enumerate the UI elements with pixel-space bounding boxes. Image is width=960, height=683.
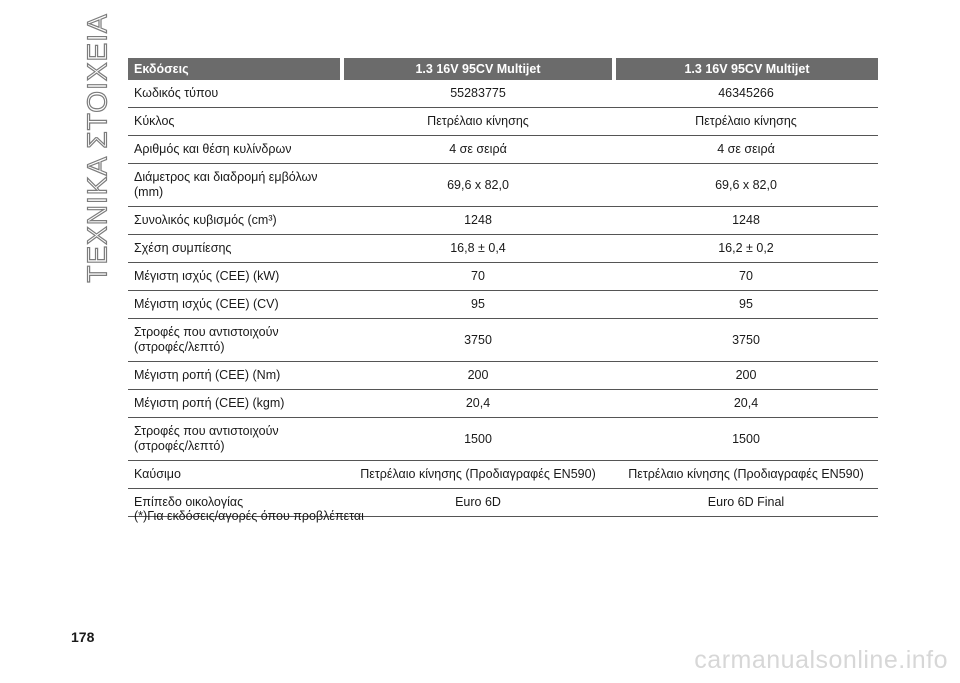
row-label: Στροφές που αντιστοιχούν (στροφές/λεπτό) — [128, 418, 342, 461]
footnote: (*)Για εκδόσεις/αγορές όπου προβλέπεται — [134, 509, 364, 523]
table-row — [128, 362, 878, 390]
row-value-2: 69,6 x 82,0 — [614, 164, 878, 207]
engine-specs-table — [128, 58, 878, 517]
table-row — [128, 418, 878, 461]
section-title-text: ΤΕΧΝΙΚΑ ΣΤΟΙΧΕΙΑ — [82, 12, 113, 283]
row-label: Καύσιμο — [128, 461, 342, 489]
row-label: Κύκλος — [128, 108, 342, 136]
table-row — [128, 108, 878, 136]
row-label: Αριθμός και θέση κυλίνδρων — [128, 136, 342, 164]
table-row — [128, 164, 878, 207]
table-header-row — [128, 58, 878, 80]
table-row — [128, 263, 878, 291]
row-label: Μέγιστη ροπή (CEE) (kgm) — [128, 390, 342, 418]
row-value-1: Πετρέλαιο κίνησης (Προδιαγραφές EN590) — [342, 461, 614, 489]
row-value-1: 95 — [342, 291, 614, 319]
row-label: Διάμετρος και διαδρομή εμβόλων (mm) — [128, 164, 342, 207]
table-row — [128, 319, 878, 362]
row-value-2: 95 — [614, 291, 878, 319]
row-value-2: 3750 — [614, 319, 878, 362]
header-version-2: 1.3 16V 95CV Multijet — [614, 58, 878, 80]
header-version-1: 1.3 16V 95CV Multijet — [342, 58, 614, 80]
row-value-1: 16,8 ± 0,4 — [342, 235, 614, 263]
row-value-2: 4 σε σειρά — [614, 136, 878, 164]
row-label: Σχέση συμπίεσης — [128, 235, 342, 263]
row-value-2: 1248 — [614, 207, 878, 235]
row-value-1: 20,4 — [342, 390, 614, 418]
row-value-1: Euro 6D — [342, 489, 614, 517]
table-row — [128, 80, 878, 108]
row-value-2: 1500 — [614, 418, 878, 461]
row-value-1: 55283775 — [342, 80, 614, 108]
row-value-2: 20,4 — [614, 390, 878, 418]
row-value-1: 70 — [342, 263, 614, 291]
table-row — [128, 235, 878, 263]
row-value-2: 46345266 — [614, 80, 878, 108]
table-row — [128, 461, 878, 489]
row-value-2: Πετρέλαιο κίνησης (Προδιαγραφές EN590) — [614, 461, 878, 489]
watermark-text: carmanualsonline.info — [694, 646, 948, 674]
row-label: Μέγιστη ροπή (CEE) (Nm) — [128, 362, 342, 390]
row-label: Συνολικός κυβισμός (cm³) — [128, 207, 342, 235]
row-value-2: Euro 6D Final — [614, 489, 878, 517]
table-row — [128, 291, 878, 319]
row-value-1: 69,6 x 82,0 — [342, 164, 614, 207]
row-value-2: 200 — [614, 362, 878, 390]
table-row — [128, 390, 878, 418]
row-label: Στροφές που αντιστοιχούν (στροφές/λεπτό) — [128, 319, 342, 362]
table-row — [128, 207, 878, 235]
row-value-1: 4 σε σειρά — [342, 136, 614, 164]
section-side-title — [70, 12, 126, 283]
row-value-1: 3750 — [342, 319, 614, 362]
row-value-1: 1500 — [342, 418, 614, 461]
row-label: Μέγιστη ισχύς (CEE) (kW) — [128, 263, 342, 291]
page-number: 178 — [71, 629, 95, 645]
table-row — [128, 136, 878, 164]
row-value-2: Πετρέλαιο κίνησης — [614, 108, 878, 136]
row-value-1: 1248 — [342, 207, 614, 235]
row-label: Μέγιστη ισχύς (CEE) (CV) — [128, 291, 342, 319]
row-value-2: 70 — [614, 263, 878, 291]
row-value-1: Πετρέλαιο κίνησης — [342, 108, 614, 136]
row-label: Κωδικός τύπου — [128, 80, 342, 108]
row-value-2: 16,2 ± 0,2 — [614, 235, 878, 263]
row-label: Επίπεδο οικολογίας — [128, 489, 342, 517]
header-versions: Εκδόσεις — [128, 58, 342, 80]
row-value-1: 200 — [342, 362, 614, 390]
